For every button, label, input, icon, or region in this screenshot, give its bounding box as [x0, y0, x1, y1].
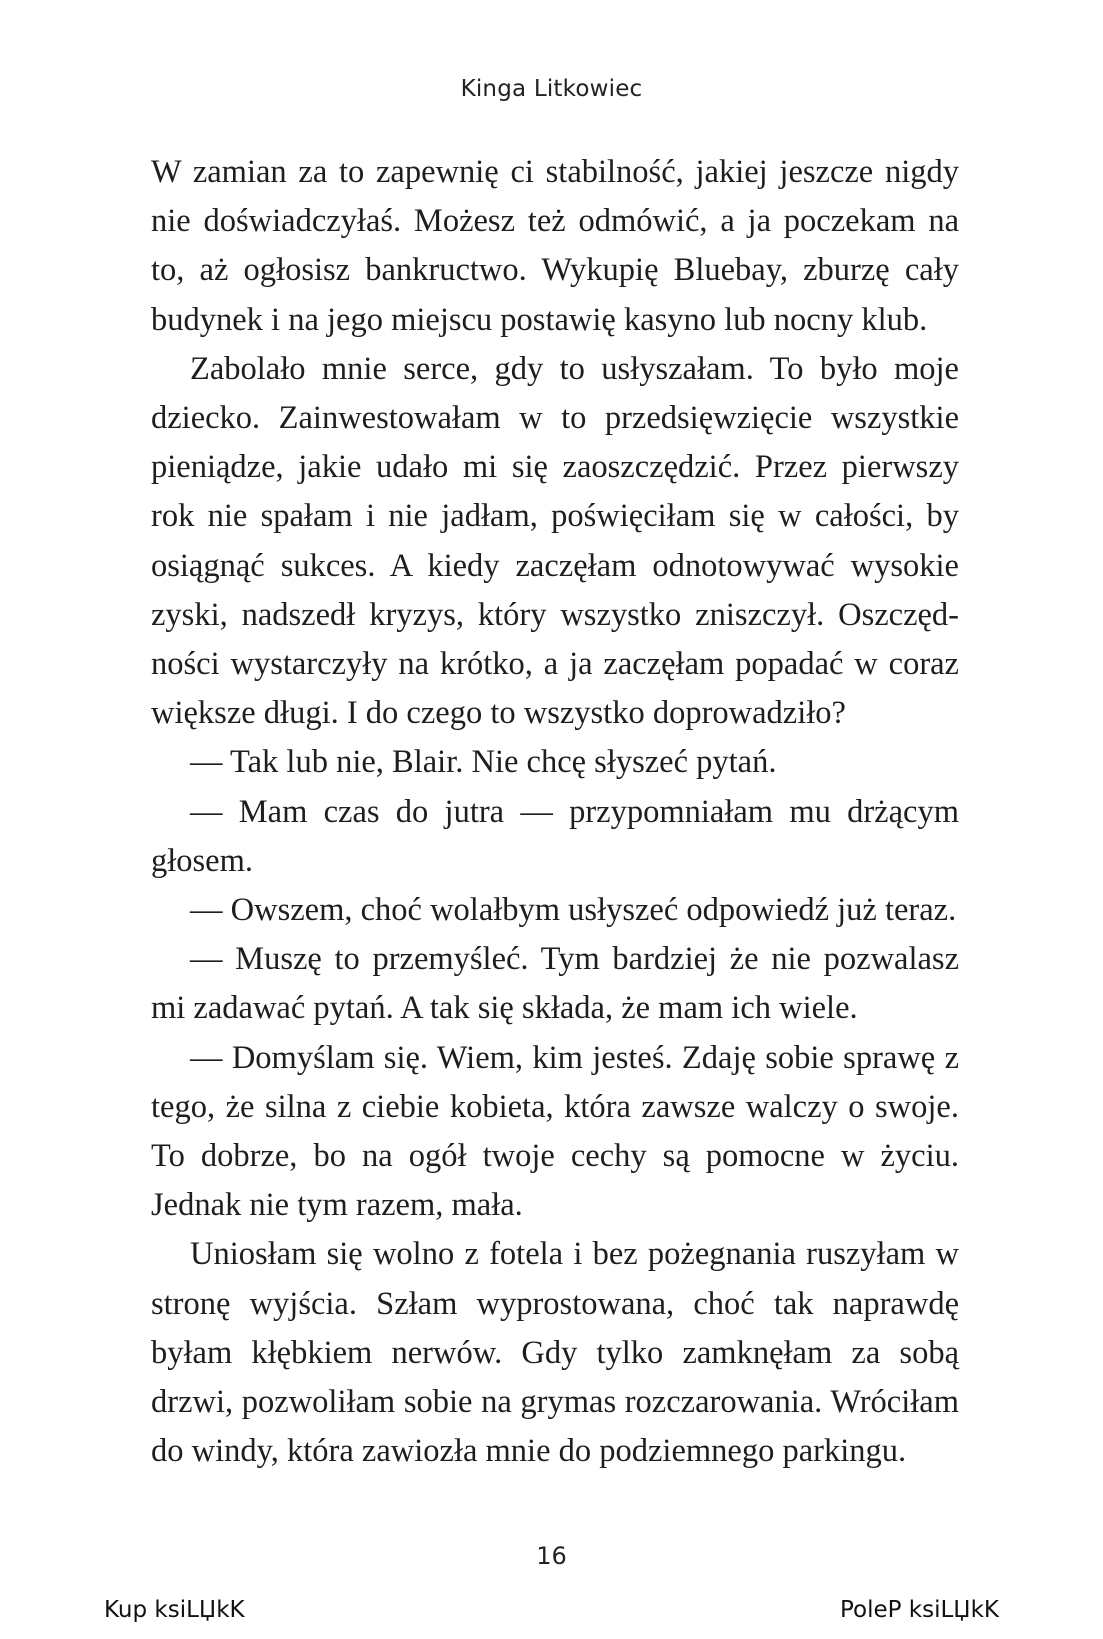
running-head-author: Kinga Litkowiec [460, 76, 643, 102]
dialogue-line-1: — Tak lub nie, Blair. Nie chcę słyszeć pytań. [190, 744, 777, 781]
paragraph-final: Uniosłam się wolno z fotela i bez pożegnania ruszyłam w stronę wyjścia. Szłam wyprostowana, choć tak naprawdę byłam kłębkiem nerwów. Gdy tylko zamknęłam za sobą drzwi, pozwoliłam sobie na grymas rozczarowania. Wróciłam do windy, która zawiozła mnie do podziemnego parkingu. [151, 1236, 959, 1470]
buy-book-link[interactable]: Kup ksiLЏkK [104, 1597, 245, 1623]
page-body-text [151, 148, 959, 1476]
paragraph-2: Zabolało mnie serce, gdy to usłyszałam. To było moje dziecko. Zainwestowałam w to przedsięwzięcie wszystkie pieniądze, jakie udało mi się zaoszczędzić. Przez pierwszy rok nie spałam i nie jadłam, poświęciłam się w całości, by osiągnąć sukces. A kiedy zaczęłam odnotowywać wysokie zyski, nadszedł kryzys, który wszystko zniszczył. Oszczędności wystarczyły na krótko, a ja zaczęłam popadać w coraz większe długi. I do czego to wszystko doprowadziło? [151, 350, 959, 732]
recommend-book-link[interactable]: PoleP ksiLЏkK [839, 1597, 999, 1623]
dialogue-line-3: — Owszem, choć wolałbym usłyszeć odpowiedź już teraz. [190, 892, 957, 929]
dialogue-line-2: — Mam czas do jutra — przypomniałam mu drżącym głosem. [151, 793, 959, 879]
dialogue-line-5: — Domyślam się. Wiem, kim jesteś. Zdaję sobie sprawę z tego, że silna z ciebie kobieta, która zawsze walczy o swoje. To dobrze, bo na ogół twoje cechy są pomocne w życiu. Jednak nie tym razem, mała. [151, 1039, 959, 1224]
page-number: 16 [536, 1542, 567, 1570]
dialogue-line-4: — Muszę to przemyśleć. Tym bardziej że nie pozwalasz mi zadawać pytań. A tak się składa, że mam ich wiele. [151, 941, 959, 1027]
paragraph-1: W zamian za to zapewnię ci stabilność, jakiej jeszcze nigdy nie doświadczyłaś. Możesz też odmówić, a ja poczekam na to, aż ogłosisz bankructwo. Wykupię Bluebay, zburzę cały budynek i na jego miejscu postawię kasyno lub nocny klub. [151, 154, 959, 338]
